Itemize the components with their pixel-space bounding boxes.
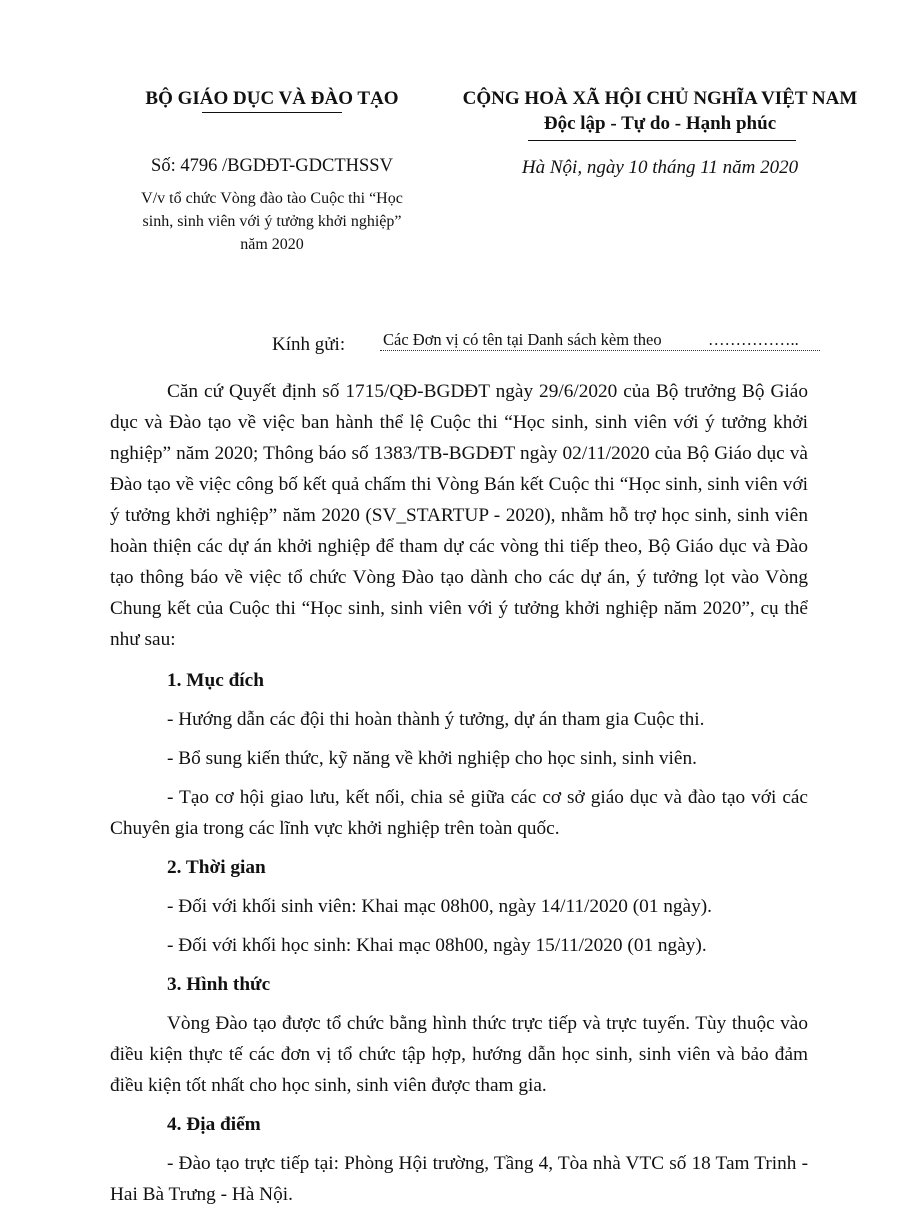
- recipient-label: Kính gửi:: [272, 334, 346, 355]
- document-number: Số: 4796 /BGDĐT-GDCTHSSV: [151, 156, 393, 176]
- section-format-title: 3. Hình thức: [167, 974, 271, 995]
- purpose-item: - Bổ sung kiến thức, kỹ năng về khởi nghiệp cho học sinh, sinh viên.: [167, 748, 697, 769]
- time-item: - Đối với khối học sinh: Khai mạc 08h00, ngày 15/11/2020 (01 ngày).: [167, 935, 707, 956]
- national-motto: Độc lập - Tự do - Hạnh phúc: [543, 113, 777, 134]
- intro-paragraph: Căn cứ Quyết định số 1715/QĐ-BGDĐT ngày 29/6/2020 của Bộ trưởng Bộ Giáo dục và Đào tạo về việc ban hành thể lệ Cuộc thi “Học sinh, sinh viên với ý tưởng khởi nghiệp” năm 2020; Thông báo số 1383/TB-BGDĐT ngày 02/11/2020 của Bộ Giáo dục và Đào tạo về việc công bố kết quả chấm thi Vòng Bán kết Cuộc thi “Học sinh, sinh viên với ý tưởng khởi nghiệp” năm 2020 (SV_STARTUP - 2020), nhằm hỗ trợ học sinh, sinh viên hoàn thiện các dự án khởi nghiệp để tham dự các vòng thi tiếp theo, Bộ Giáo dục và Đào tạo thông báo về việc tổ chức Vòng Đào tạo dành cho các dự án, ý tưởng lọt vào Vòng Chung kết của Cuộc thi “Học sinh, sinh viên với ý tưởng khởi nghiệp năm 2020”, cụ thể như sau:: [110, 381, 808, 650]
- document-subject: V/v tổ chức Vòng đào tào Cuộc thi “Học sinh, sinh viên với ý tưởng khởi nghiệp” năm 2020: [141, 190, 403, 253]
- nation-title: CỘNG HOÀ XÃ HỘI CHỦ NGHĨA VIỆT NAM: [462, 88, 858, 109]
- motto-underline: [528, 140, 796, 141]
- recipient-value: Các Đơn vị có tên tại Danh sách kèm theo: [383, 330, 662, 349]
- recipient-dots: ……………..: [708, 330, 799, 349]
- purpose-item: - Tạo cơ hội giao lưu, kết nối, chia sẻ giữa các cơ sở giáo dục và đào tạo với các Chuyên gia trong các lĩnh vực khởi nghiệp trên toàn quốc.: [110, 787, 808, 839]
- place-date: Hà Nội, ngày 10 tháng 11 năm 2020: [521, 157, 799, 178]
- time-item: - Đối với khối sinh viên: Khai mạc 08h00, ngày 14/11/2020 (01 ngày).: [167, 896, 712, 917]
- ministry-name: BỘ GIÁO DỤC VÀ ĐÀO TẠO: [145, 88, 399, 109]
- section-purpose-title: 1. Mục đích: [167, 670, 264, 691]
- location-item: - Đào tạo trực tiếp tại: Phòng Hội trường, Tầng 4, Tòa nhà VTC số 18 Tam Trinh - Hai Bà Trưng - Hà Nội.: [110, 1153, 808, 1205]
- document-body: [110, 376, 808, 1218]
- ministry-underline: [202, 112, 342, 113]
- purpose-item: - Hướng dẫn các đội thi hoàn thành ý tưởng, dự án tham gia Cuộc thi.: [167, 709, 705, 730]
- recipient-dotted-line: [380, 350, 820, 351]
- section-location-title: 4. Địa điểm: [167, 1114, 261, 1135]
- format-paragraph: Vòng Đào tạo được tổ chức bằng hình thức trực tiếp và trực tuyến. Tùy thuộc vào điều kiện thực tế các đơn vị tổ chức tập hợp, hướng dẫn học sinh, sinh viên và bảo đảm điều kiện tốt nhất cho học sinh, sinh viên được tham gia.: [110, 1013, 808, 1096]
- section-time-title: 2. Thời gian: [167, 857, 266, 878]
